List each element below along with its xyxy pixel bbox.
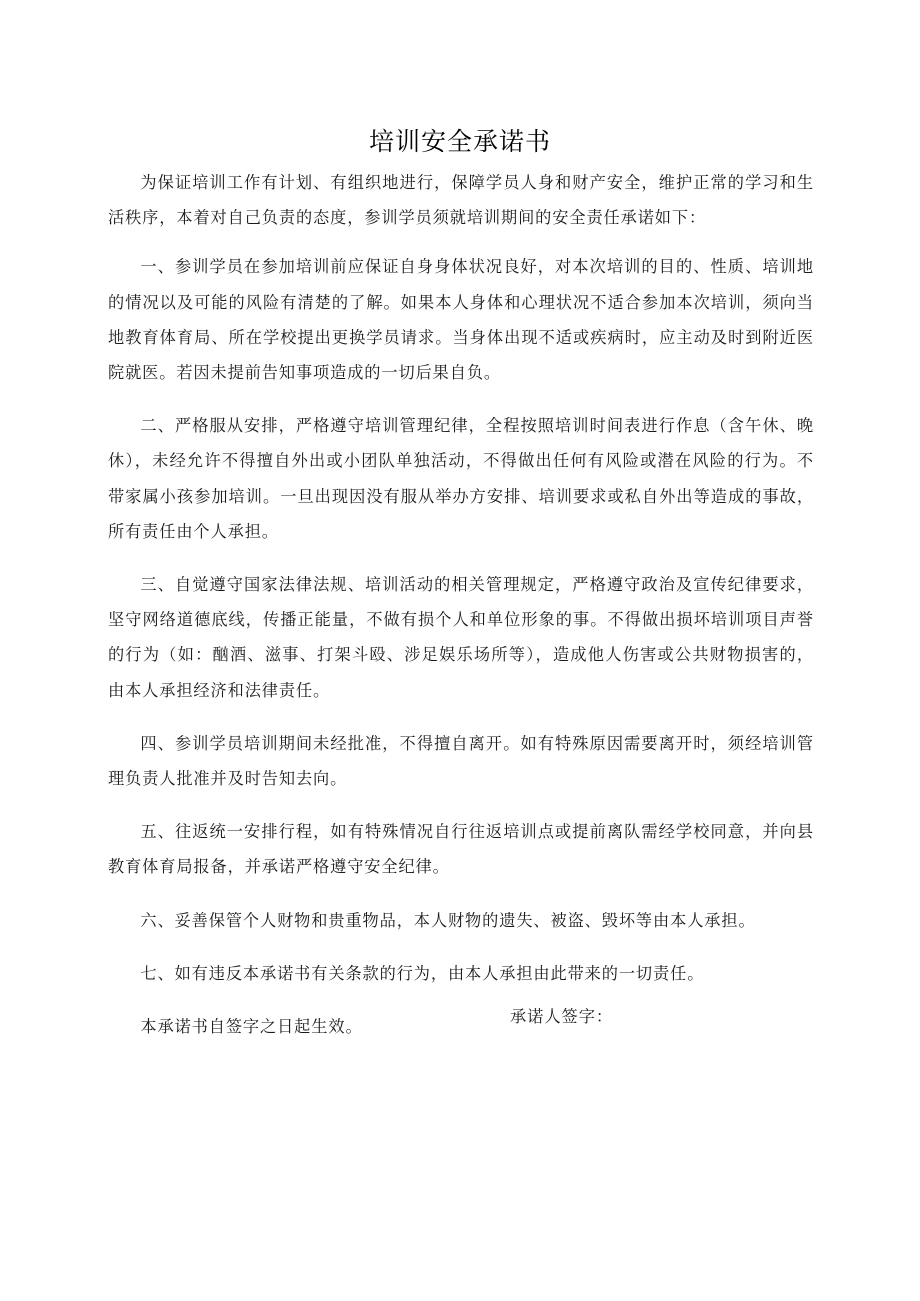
paragraph-clause-6: 六、妥善保管个人财物和贵重物品，本人财物的遗失、被盗、毁坏等由本人承担。 <box>140 910 756 930</box>
paragraph-clause-2: 二、严格服从安排，严格遵守培训管理纪律，全程按照培训时间表进行作息（含午休、晚休），未经允许不得擅自外出或小团队单独活动，不得做出任何有风险或潜在风险的行为。不带家属小孩参加培训。一旦出现因没有服从举办方安排、培训要求或私自外出等造成的事故，所有责任由个人承担。 <box>108 416 814 541</box>
paragraph-clause-1: 一、参训学员在参加培训前应保证自身身体状况良好，对本次培训的目的、性质、培训地的情况以及可能的风险有清楚的了解。如果本人身体和心理状况不适合参加本次培训，须向当地教育体育局、所在学校提出更换学员请求。当身体出现不适或疾病时，应主动及时到附近医院就医。若因未提前告知事项造成的一切后果自负。 <box>108 257 814 383</box>
paragraph-effective: 本承诺书自签字之日起生效。 <box>140 1017 363 1037</box>
paragraph-clause-7: 七、如有违反本承诺书有关条款的行为，由本人承担由此带来的一切责任。 <box>140 963 705 983</box>
paragraph-intro: 为保证培训工作有计划、有组织地进行，保障学员人身和财产安全，维护正常的学习和生活秩序，本着对自己负责的态度，参训学员须就培训期间的安全责任承诺如下： <box>108 173 814 228</box>
document-title: 培训安全承诺书 <box>368 127 551 156</box>
paragraph-clause-4: 四、参训学员培训期间未经批准，不得擅自离开。如有特殊原因需要离开时，须经培训管理负责人批准并及时告知去向。 <box>108 733 814 789</box>
paragraph-clause-3: 三、自觉遵守国家法律法规、培训活动的相关管理规定，严格遵守政治及宣传纪律要求，坚守网络道德底线，传播正能量，不做有损个人和单位形象的事。不得做出损坏培训项目声誉的行为（如：酗酒、滋事、打架斗殴、涉足娱乐场所等），造成他人伤害或公共财物损害的，由本人承担经济和法律责任。 <box>108 575 814 700</box>
document-body <box>108 165 814 1062</box>
signature-label: 承诺人签字： <box>510 1007 614 1026</box>
paragraph-clause-5: 五、往返统一安排行程，如有特殊情况自行往返培训点或提前离队需经学校同意，并向县教育体育局报备，并承诺严格遵守安全纪律。 <box>108 822 814 877</box>
